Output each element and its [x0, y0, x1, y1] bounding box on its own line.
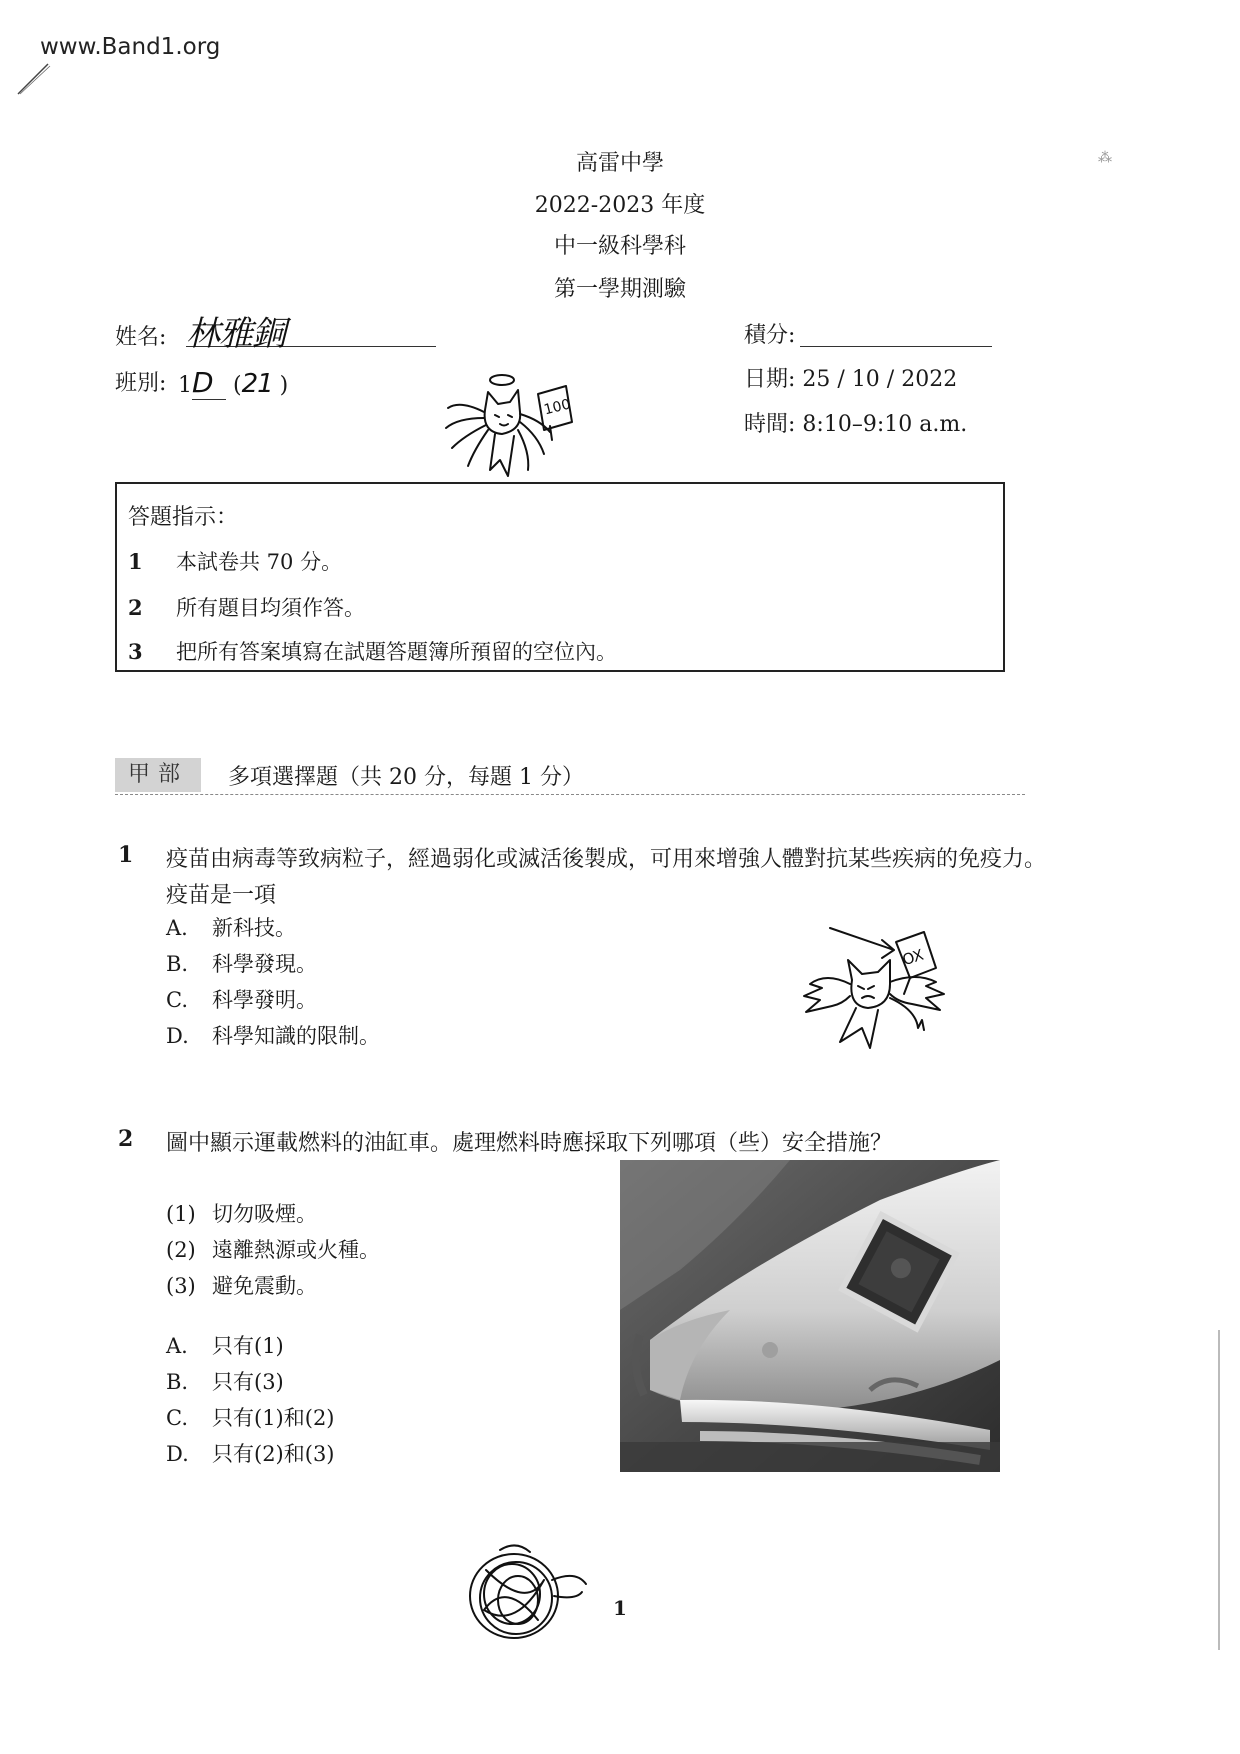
q1-option-a[interactable]: A. 新科技。	[166, 916, 296, 940]
time-row	[744, 407, 967, 438]
exam-title: 第一學期測驗	[553, 277, 686, 302]
date-label: 日期:	[744, 367, 796, 392]
q1-option-d[interactable]: D. 科學知識的限制。	[166, 1024, 380, 1048]
scan-edge	[1218, 1330, 1220, 1650]
class-number: 21	[241, 369, 273, 399]
class-value: 1	[178, 373, 192, 398]
score-label: 積分:	[744, 323, 796, 348]
q2-option-c[interactable]: C. 只有(1)和(2)	[166, 1406, 335, 1430]
school-year: 2022-2023 年度	[534, 193, 706, 218]
scribble-doodle	[456, 1540, 606, 1650]
tanker-truck-photo	[620, 1160, 1000, 1472]
devil-sign-text: OX	[900, 945, 926, 970]
q2-option-d[interactable]: D. 只有(2)和(3)	[166, 1442, 335, 1466]
section-title: 多項選擇題（共 20 分，每題 1 分）	[228, 765, 584, 790]
question-number: 1	[118, 842, 134, 868]
time-label: 時間:	[744, 412, 796, 437]
q2-statement-2: (2) 遠離熱源或火種。	[166, 1238, 380, 1262]
instructions-title: 答題指示：	[128, 505, 239, 530]
question-1-stem-line2: 疫苗是一項	[166, 883, 277, 908]
scan-speck: ⁂	[1098, 150, 1112, 166]
angel-cat-doodle	[440, 370, 600, 485]
q2-statement-1: (1) 切勿吸煙。	[166, 1202, 317, 1226]
date-row	[744, 362, 957, 393]
question-number: 2	[118, 1126, 134, 1152]
exam-subject: 中一級科學科	[553, 234, 686, 259]
question-2-stem: 2 圖中顯示運載燃料的油缸車。處理燃料時應採取下列哪項（些）安全措施？	[118, 1126, 893, 1156]
page-number: 1	[613, 1596, 627, 1620]
class-field[interactable]: 1D (21 )	[178, 366, 289, 399]
instruction-item: 3 把所有答案填寫在試題答題簿所預留的空位內。	[128, 639, 617, 664]
watermark-url: www.Band1.org	[40, 34, 221, 60]
name-value: 林雅銅	[186, 314, 285, 354]
section-tag: 甲部	[115, 758, 201, 792]
angel-sign-text: 100	[542, 396, 573, 419]
q1-option-b[interactable]: B. 科學發現。	[166, 952, 317, 976]
q2-statement-3: (3) 避免震動。	[166, 1274, 317, 1298]
q1-option-c[interactable]: C. 科學發明。	[166, 988, 317, 1012]
time-value: 8:10–9:10 a.m.	[802, 412, 968, 437]
pen-mark-icon	[14, 58, 54, 98]
school-name: 高雷中學	[575, 151, 664, 176]
name-field[interactable]	[186, 306, 436, 354]
name-label: 姓名:	[115, 325, 167, 350]
date-value: 25 / 10 / 2022	[802, 367, 958, 392]
question-1-stem: 1 疫苗由病毒等致病粒子，經過弱化或滅活後製成，可用來增強人體對抗某些疾病的免疫力。	[118, 842, 1047, 872]
instruction-item: 1 本試卷共 70 分。	[128, 549, 343, 574]
instruction-item: 2 所有題目均須作答。	[128, 595, 365, 620]
q2-option-b[interactable]: B. 只有(3)	[166, 1370, 284, 1394]
q2-option-a[interactable]: A. 只有(1)	[166, 1334, 284, 1358]
score-field[interactable]	[800, 318, 992, 347]
devil-cat-doodle	[786, 920, 976, 1060]
class-letter: D	[192, 366, 213, 399]
class-label: 班別:	[115, 371, 167, 396]
